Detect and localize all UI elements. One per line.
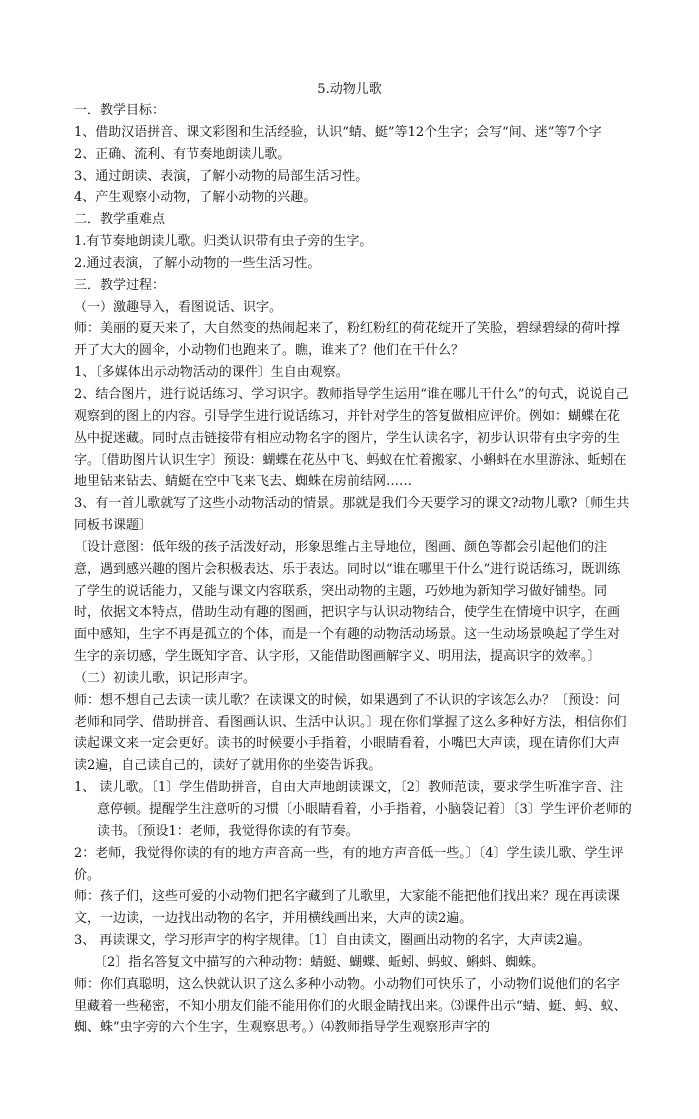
paragraph: 2、结合图片，进行说话练习、学习识字。教师指导学生运用“谁在哪儿干什么”的句式，说说自己观察到的图上的内容。引导学生进行说话练习，并针对学生的答复做相应评价。例如：蝴蝶在花丛中捉迷藏。同时点击链接带有相应动物名字的图片，学生认读名字，初步认识带有虫字旁的生字。〔借助图片认识生字〕预设：蝴蝶在花丛中飞、蚂蚁在忙着搬家、小蝌蚪在水里游泳、蚯蚓在地里钻来钻去、蜻蜓在空中飞来飞去、蜘蛛在房前结网……	[74, 386, 629, 490]
process-part-2-heading: （二）初读儿歌，识记形声字。	[74, 670, 257, 686]
section-heading-key-points: 二．教学重难点	[74, 212, 166, 228]
paragraph: 师：想不想自己去读一读儿歌？在读课文的时候，如果遇到了不认识的字该怎么办？〔预设：问老师和同学、借助拼音、看图画认识、生活中认识。〕现在你们掌握了这么多种好方法，相信你们读起课文来一定会更好。读书的时候要小手指着，小眼睛看着，小嘴巴大声读，现在请你们大声读2遍，自己读自己的，读好了就用你的坐姿告诉我。	[74, 692, 627, 774]
document-body	[74, 100, 632, 1039]
paragraph: 师：你们真聪明，这么快就认识了这么多种小动物。小动物们可快乐了，小动物们说他们的名字里藏着一些秘密，不知小朋友们能不能用你们的火眼金睛找出来。⑶课件出示“蜻、蜓、蚂、蚁、蜘、蛛”虫字旁的六个生字，生观察思考。）⑷教师指导学生观察形声字的	[74, 976, 627, 1036]
design-intent-paragraph: 〔设计意图：低年级的孩子活泼好动，形象思维占主导地位，图画、颜色等都会引起他们的注意，遇到感兴趣的图片会积极表达、乐于表达。同时以“谁在哪里干什么”进行说话练习，既训练了学生的说话能力，又能与课文内容联系，突出动物的主题，巧妙地为新知学习做好铺垫。同时，依据文本特点，借助生动有趣的图画，把识字与认识动物结合，使学生在情境中识字，在画面中感知，生字不再是孤立的个体，而是一个有趣的动物活动场景。这一生动场景唤起了学生对生字的亲切感，学生既知字音、认字形，又能借助图画解字义、明用法，提高识字的效率。〕	[74, 539, 621, 665]
paragraph: 〔2〕指名答复文中描写的六种动物：蜻蜓、蝴蝶、蚯蚓、蚂蚁、蝌蚪、蜘蛛。	[94, 954, 545, 970]
paragraph: 3、有一首儿歌就写了这些小动物活动的情景。那就是我们今天要学习的课文?动物儿歌?〔师生共同板书课题〕	[74, 496, 630, 534]
process-part-1-heading: （一）激趣导入，看图说话、识字。	[74, 299, 283, 315]
section-heading-goals: 一．教学目标：	[74, 103, 166, 118]
document-title: 5.动物儿歌	[317, 82, 382, 97]
paragraph: 师：孩子们，这些可爱的小动物们把名字藏到了儿歌里，大家能不能把他们找出来？现在再读课文，一边读，一边找出动物的名字，并用横线画出来，大声的读2遍。	[74, 889, 621, 927]
paragraph: 2：老师，我觉得你读的有的地方声音高一些，有的地方声音低一些。〕〔4〕学生读儿歌、学生评价。	[74, 845, 624, 883]
paragraph: 师：美丽的夏天来了，大自然变的热闹起来了，粉红粉红的荷花绽开了笑脸，碧绿碧绿的荷叶撑开了大大的圆伞，小动物们也跑来了。瞧，谁来了？他们在干什么？	[74, 321, 621, 359]
section-heading-process: 三．教学过程：	[74, 277, 166, 293]
paragraph: 3、 再读课文，学习形声字的构字规律。〔1〕自由读文，圈画出动物的名字，大声读2遍。	[74, 933, 591, 949]
goal-item-2: 2、正确、流利、有节奏地朗读儿歌。	[74, 146, 291, 162]
goal-item-1: 1、借助汉语拼音、课文彩图和生活经验，认识“蜻、蜓”等12个生字；会写“间、迷”等7个字	[74, 124, 602, 140]
paragraph: 1、〔多媒体出示动物活动的课件〕生自由观察。	[74, 365, 349, 381]
key-point-1: 1.有节奏地朗读儿歌。归类认识带有虫子旁的生字。	[74, 234, 373, 250]
paragraph: 1、 读儿歌。〔1〕学生借助拼音，自由大声地朗读课文，〔2〕教师范读，要求学生听准字音、注意停顿。提醒学生注意听的习惯〔小眼睛看着，小手指着，小脑袋记着〕〔3〕学生评价老师的读书。〔预设1：老师，我觉得你读的有节奏。	[74, 780, 632, 839]
goal-item-4: 4、产生观察小动物，了解小动物的兴趣。	[74, 190, 317, 206]
goal-item-3: 3、通过朗读、表演，了解小动物的局部生活习性。	[74, 168, 369, 184]
key-point-2: 2.通过表演，了解小动物的一些生活习性。	[74, 255, 321, 271]
